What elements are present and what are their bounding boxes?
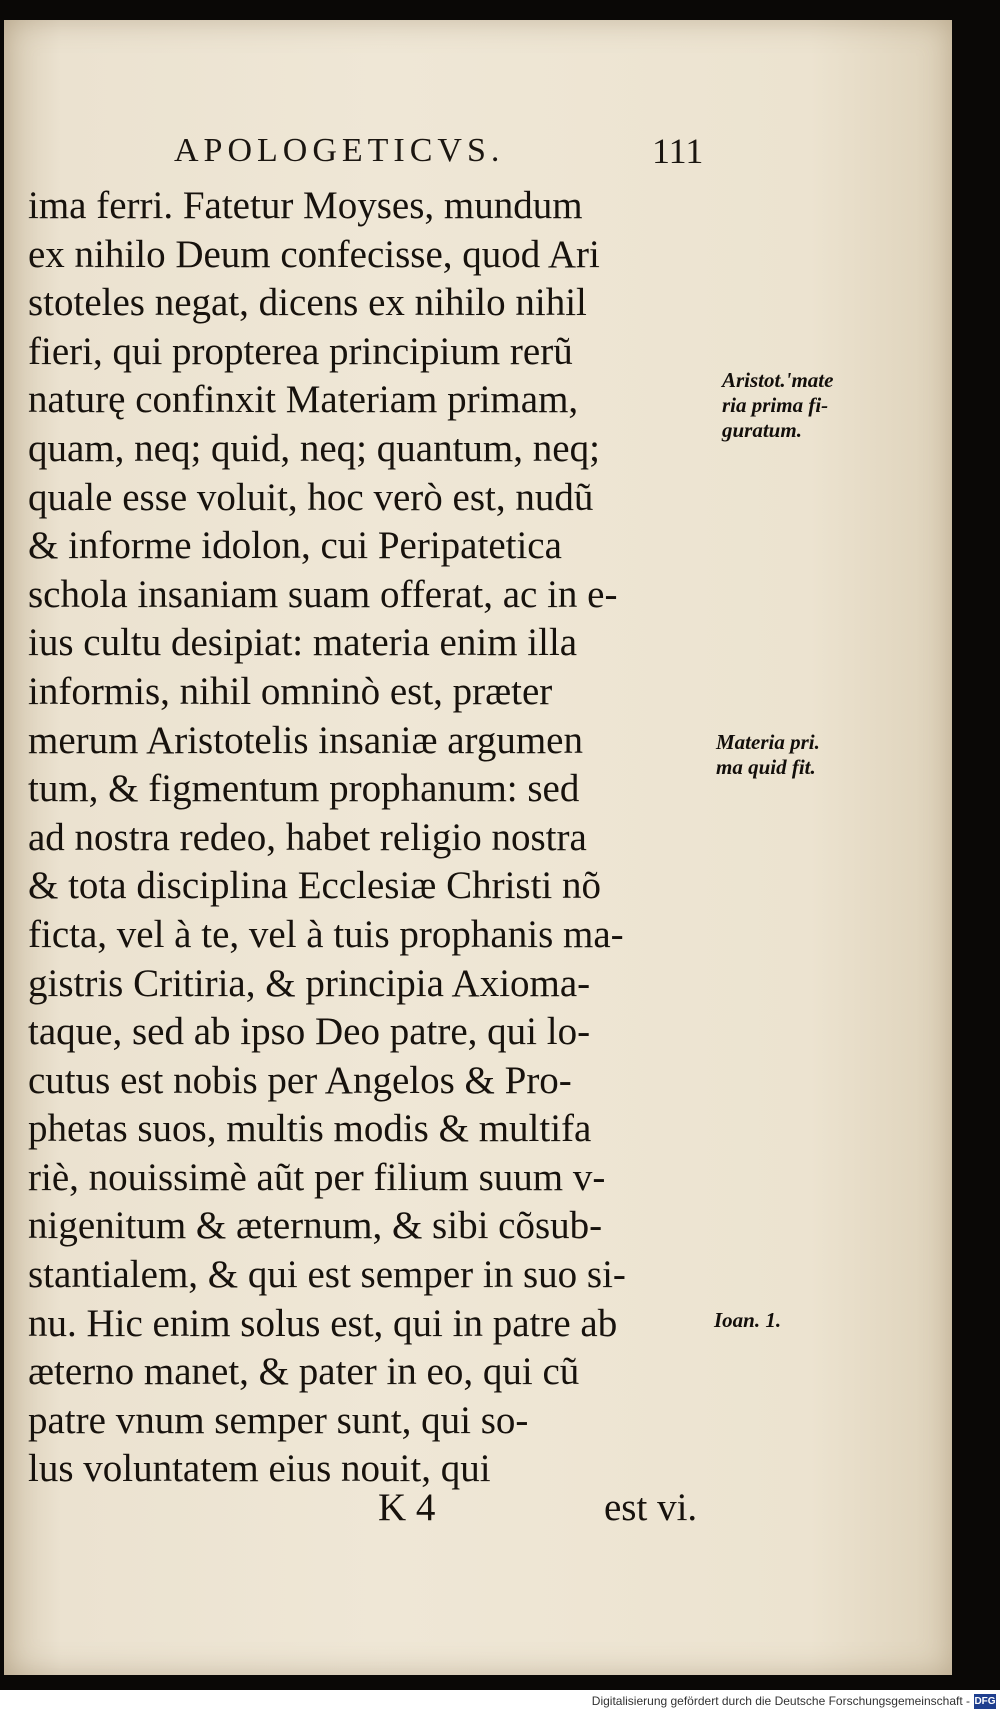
text-line: stoteles negat, dicens ex nihilo nihil xyxy=(28,281,587,325)
text-line: quam, neq; quid, neq; quantum, neq; xyxy=(28,426,600,470)
text-line: cutus est nobis per Angelos & Pro- xyxy=(28,1058,572,1102)
text-line: ima ferri. Fatetur Moyses, mundum xyxy=(28,184,583,227)
text-line: & informe idolon, cui Peripatetica xyxy=(28,524,562,568)
catchword: est vi. xyxy=(604,1486,698,1529)
margin-note-line: ria prima fi- xyxy=(722,393,829,417)
text-line: informis, nihil omninò est, præter xyxy=(28,669,553,713)
text-line: lus voluntatem eius nouit, qui xyxy=(28,1447,491,1491)
text-line: phetas suos, multis modis & multifa xyxy=(28,1107,592,1151)
text-line: ius cultu desipiat: materia enim illa xyxy=(28,621,578,665)
text-line: quale esse voluit, hoc verò est, nudũ xyxy=(28,475,594,519)
text-line: patre vnum semper sunt, qui so- xyxy=(28,1398,529,1442)
text-line: nigenitum & æternum, & sibi cõsub- xyxy=(28,1204,603,1248)
text-line: tum, & figmentum prophanum: sed xyxy=(28,767,580,811)
dfg-logo: DFG xyxy=(974,1696,996,1707)
page-number: 111 xyxy=(652,131,704,171)
text-line: ad nostra redeo, habet religio nostra xyxy=(28,815,587,859)
text-line: ficta, vel à te, vel à tuis prophanis ma- xyxy=(28,912,624,956)
page-footer-line xyxy=(4,1485,952,1535)
text-line: æterno manet, & pater in eo, qui cũ xyxy=(28,1350,580,1394)
margin-note-aristotle xyxy=(722,368,833,443)
text-line: naturę confinxit Materiam primam, xyxy=(28,378,579,422)
text-line: stantialem, & qui est semper in suo si- xyxy=(28,1253,626,1297)
text-line: gistris Critiria, & principia Axioma- xyxy=(28,961,591,1005)
funding-credit: Digitalisierung gefördert durch die Deutsche Forschungsgemeinschaft - xyxy=(591,1694,970,1708)
text-line: schola insaniam suam offerat, ac in e- xyxy=(28,572,618,616)
margin-note-line: ma quid fit. xyxy=(716,755,816,779)
signature-mark: K 4 xyxy=(378,1486,436,1529)
text-line: ex nihilo Deum confecisse, quod Ari xyxy=(28,232,600,276)
margin-note-line: Materia pri. xyxy=(716,730,820,754)
book-page xyxy=(4,20,952,1675)
margin-note-line: Aristot.'mate xyxy=(722,368,834,392)
main-text-block xyxy=(28,182,718,1494)
digitization-footer xyxy=(0,1690,1000,1715)
running-head: APOLOGETICVS. xyxy=(174,132,505,169)
margin-note-line: Ioan. 1. xyxy=(714,1308,782,1332)
text-line: taque, sed ab ipso Deo patre, qui lo- xyxy=(28,1010,591,1054)
margin-note-materia xyxy=(716,730,820,780)
text-line: fieri, qui propterea principium rerũ xyxy=(28,329,573,373)
text-line: & tota disciplina Ecclesiæ Christi nõ xyxy=(28,864,602,908)
text-line: merum Aristotelis insaniæ argumen xyxy=(28,718,583,762)
margin-note-ioan xyxy=(714,1308,781,1333)
text-line: nu. Hic enim solus est, qui in patre ab xyxy=(28,1301,618,1345)
text-line: riè, nouissimè aũt per filium suum v- xyxy=(28,1155,606,1199)
margin-note-line: guratum. xyxy=(722,418,802,442)
